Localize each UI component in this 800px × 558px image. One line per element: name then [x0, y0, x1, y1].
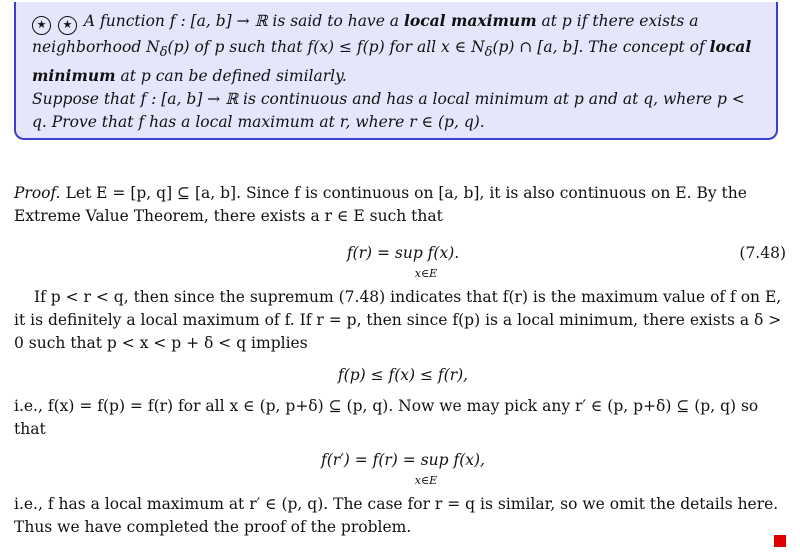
- term-local-minimum: local minimum: [32, 37, 752, 86]
- qed-square-icon: [774, 535, 786, 547]
- equation-body: f(r′) = f(r) = sup f(x),: [321, 451, 485, 469]
- problem-text: at p if there exists a neighborhood N: [32, 12, 699, 56]
- inequality-display: [14, 355, 792, 395]
- proof-paragraph-2: If p < r < q, then since the supremum (7.48) indicates that f(r) is the maximum value of f on E, it is definitely a local maximum of f. If r = p, then since f(p) is a local minimum, there exists a δ > 0 such that p < x < p + δ < q implies: [14, 288, 782, 352]
- problem-text: at p can be defined similarly.: [115, 67, 347, 86]
- problem-box: [14, 2, 778, 140]
- sup-display: [14, 441, 792, 493]
- proof-paragraph-3: i.e., f(x) = f(p) = f(r) for all x ∈ (p, p+δ) ⊆ (p, q). Now we may pick any r′ ∈ (p, p+δ) ⊆ (p, q) so that: [14, 397, 759, 438]
- equation-body: f(r) = sup f(x).: [346, 244, 460, 262]
- problem-definition: [32, 9, 764, 88]
- proof-paragraph-4: i.e., f has a local maximum at r′ ∈ (p, q). The case for r = q is similar, so we omit the details here. Thus we have completed the proof of the problem.: [14, 495, 779, 536]
- sup-subscript: x∈E: [414, 267, 438, 280]
- proof-label: Proof.: [14, 184, 61, 202]
- sup-subscript: x∈E: [414, 474, 438, 487]
- star-icon: ★: [32, 16, 51, 35]
- delta-subscript: δ: [484, 45, 493, 61]
- equation-subscript: [14, 469, 792, 492]
- equation-7-48: [14, 228, 792, 286]
- equation-number: (7.48): [739, 244, 786, 262]
- problem-text: A function f : [a, b] → ℝ is said to have a: [83, 12, 404, 30]
- proof-text: Let E = [p, q] ⊆ [a, b]. Since f is continuous on [a, b], it is also continuous on E. By the Extreme Value Theorem, there exists a r ∈ E such that: [14, 184, 747, 225]
- problem-text: (p) ∩ [a, b]. The concept of: [492, 38, 710, 56]
- star-icon: ★: [58, 16, 77, 35]
- problem-question: Suppose that f : [a, b] → ℝ is continuous and has a local minimum at p and at q, where p < q. Prove that f has a local maximum at r, where r ∈ (p, q).: [32, 90, 745, 132]
- equation-subscript: [14, 262, 792, 285]
- term-local-maximum: local maximum: [403, 11, 537, 30]
- proof-paragraph-1: [14, 182, 792, 228]
- proof-body: [14, 182, 792, 539]
- problem-text: (p) of p such that f(x) ≤ f(p) for all x ∈ N: [167, 38, 485, 56]
- equation-body: f(p) ≤ f(x) ≤ f(r),: [337, 366, 469, 384]
- delta-subscript: δ: [159, 45, 168, 61]
